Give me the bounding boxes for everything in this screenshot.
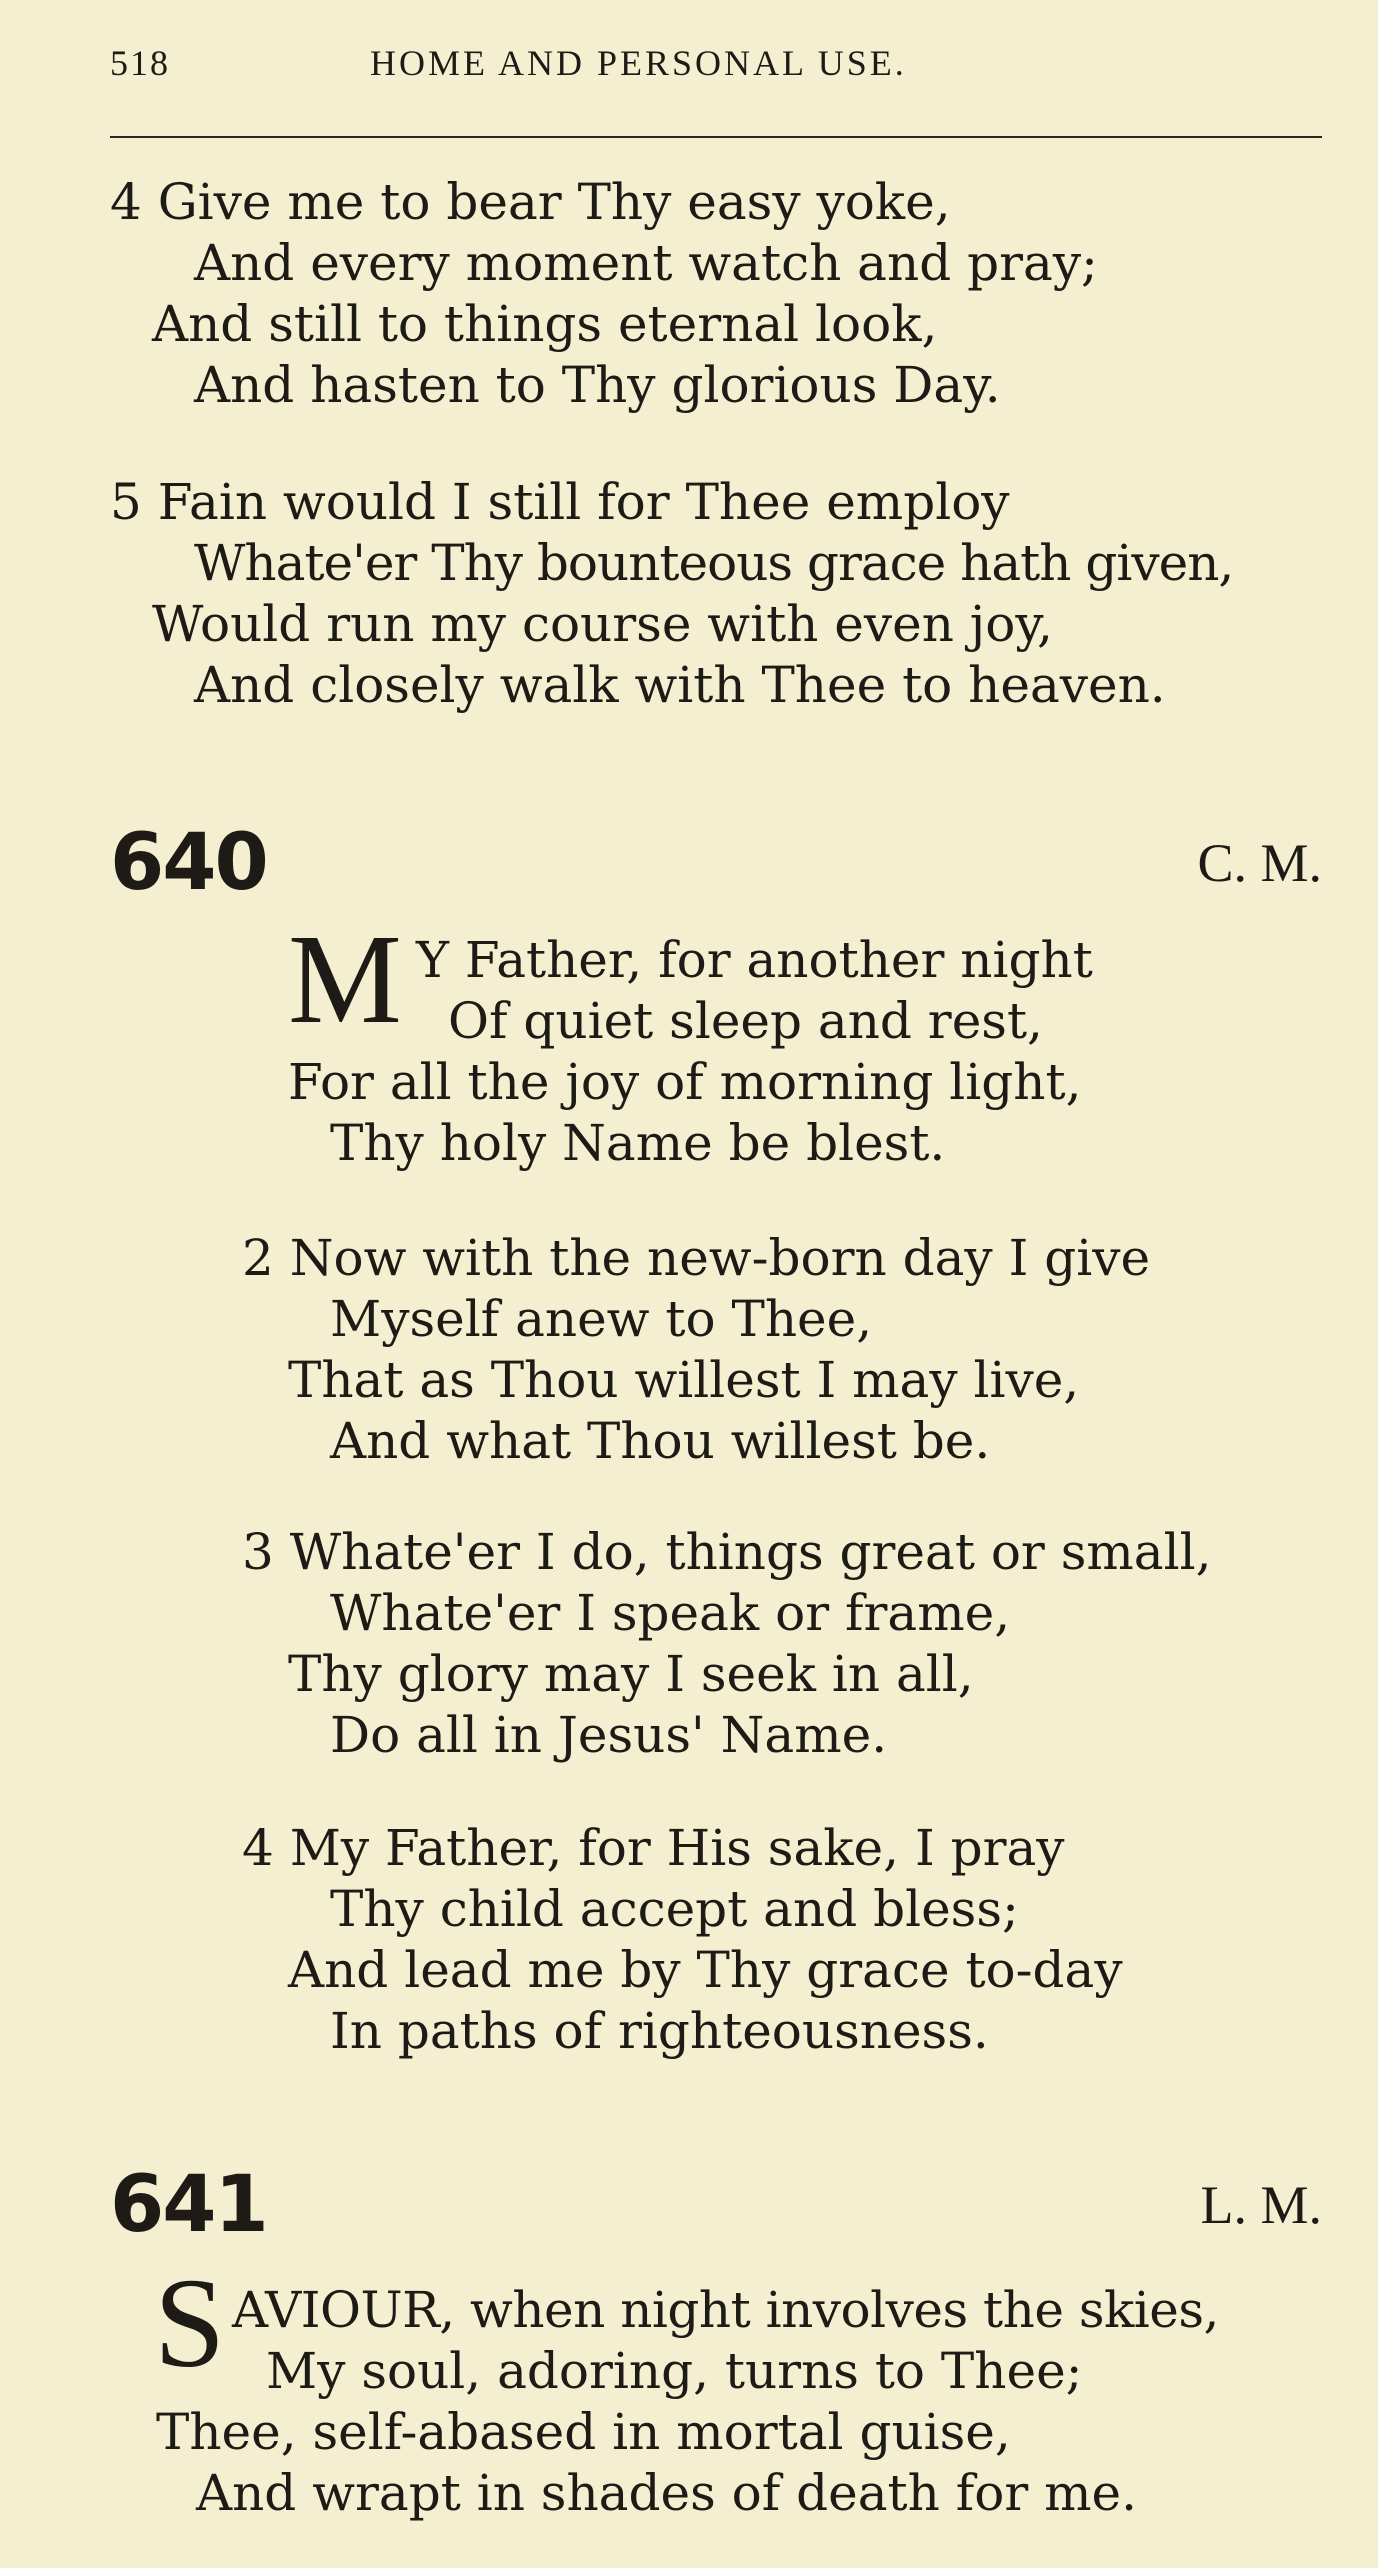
stanza-line: That as Thou willest I may live, — [288, 1351, 1080, 1409]
stanza-number: 5 — [110, 473, 142, 531]
stanza-line: Thy child accept and bless; — [330, 1880, 1019, 1938]
running-head — [110, 42, 1320, 82]
hymn-640-heading — [110, 818, 1322, 908]
stanza-line: And closely walk with Thee to heaven. — [194, 656, 1166, 714]
stanza-line: Thee, self-abased in mortal guise, — [156, 2403, 1011, 2461]
line-text: Now with the new-born day I give — [289, 1229, 1151, 1287]
stanza-line: And every moment watch and pray; — [194, 234, 1098, 292]
hymn-640-stanza-3 — [242, 1522, 1211, 1766]
stanza-number: 3 — [242, 1523, 274, 1581]
stanza-line: My soul, adoring, turns to Thee; — [266, 2342, 1083, 2400]
stanza-number: 4 — [242, 1819, 274, 1877]
stanza-line: And wrapt in shades of death for me. — [196, 2464, 1138, 2522]
stanza-line: Would run my course with even joy, — [152, 595, 1053, 653]
stanza-line: Do all in Jesus' Name. — [330, 1706, 888, 1764]
hymn-640-stanza-2 — [242, 1228, 1150, 1472]
stanza-line: And still to things eternal look, — [152, 295, 938, 353]
stanza-line — [110, 472, 1233, 533]
stanza-line: Thy glory may I seek in all, — [288, 1645, 974, 1703]
stanza-line: In paths of righteousness. — [330, 2002, 989, 2060]
drop-cap: M — [288, 908, 402, 1050]
hymn-641-stanza-1 — [154, 2280, 1219, 2524]
line-text: Fain would I still for Thee employ — [157, 473, 1010, 531]
hymn-641-heading — [110, 2160, 1322, 2250]
stanza-line — [242, 1228, 1150, 1289]
hymn-number: 640 — [110, 818, 267, 908]
stanza-line: For all the joy of morning light, — [288, 1053, 1082, 1111]
stanza-line: And hasten to Thy glorious Day. — [194, 356, 1001, 414]
stanza-line: Myself anew to Thee, — [330, 1290, 873, 1348]
page-number: 518 — [110, 43, 170, 83]
page-header-title: HOME AND PERSONAL USE. — [370, 43, 907, 83]
stanza-line — [242, 1522, 1211, 1583]
hymn-number: 641 — [110, 2160, 267, 2250]
prev-hymn-stanza-5 — [110, 472, 1233, 716]
stanza-line: Y Father, for another night — [416, 931, 1093, 989]
stanza-line: And lead me by Thy grace to-day — [288, 1941, 1123, 1999]
stanza-line: And what Thou willest be. — [330, 1412, 991, 1470]
line-text: My Father, for His sake, I pray — [289, 1819, 1065, 1877]
stanza-line — [242, 1818, 1123, 1879]
hymn-meter: L. M. — [1200, 2175, 1322, 2235]
stanza-line: Whate'er I speak or frame, — [330, 1584, 1011, 1642]
line-text: Give me to bear Thy easy yoke, — [157, 173, 951, 231]
line-text: Whate'er I do, things great or small, — [289, 1523, 1212, 1581]
header-rule — [110, 136, 1322, 138]
stanza-line: Whate'er Thy bounteous grace hath given, — [194, 534, 1234, 592]
hymn-640-stanza-1 — [288, 930, 1093, 1174]
hymn-meter: C. M. — [1197, 833, 1322, 893]
stanza-line — [110, 172, 1098, 233]
hymn-640-stanza-4 — [242, 1818, 1123, 2062]
stanza-line: Of quiet sleep and rest, — [448, 992, 1043, 1050]
stanza-line: AVIOUR, when night involves the skies, — [232, 2281, 1219, 2339]
prev-hymn-stanza-4 — [110, 172, 1098, 416]
stanza-number: 4 — [110, 173, 142, 231]
stanza-line: Thy holy Name be blest. — [330, 1114, 946, 1172]
drop-cap: S — [154, 2252, 226, 2394]
stanza-number: 2 — [242, 1229, 274, 1287]
